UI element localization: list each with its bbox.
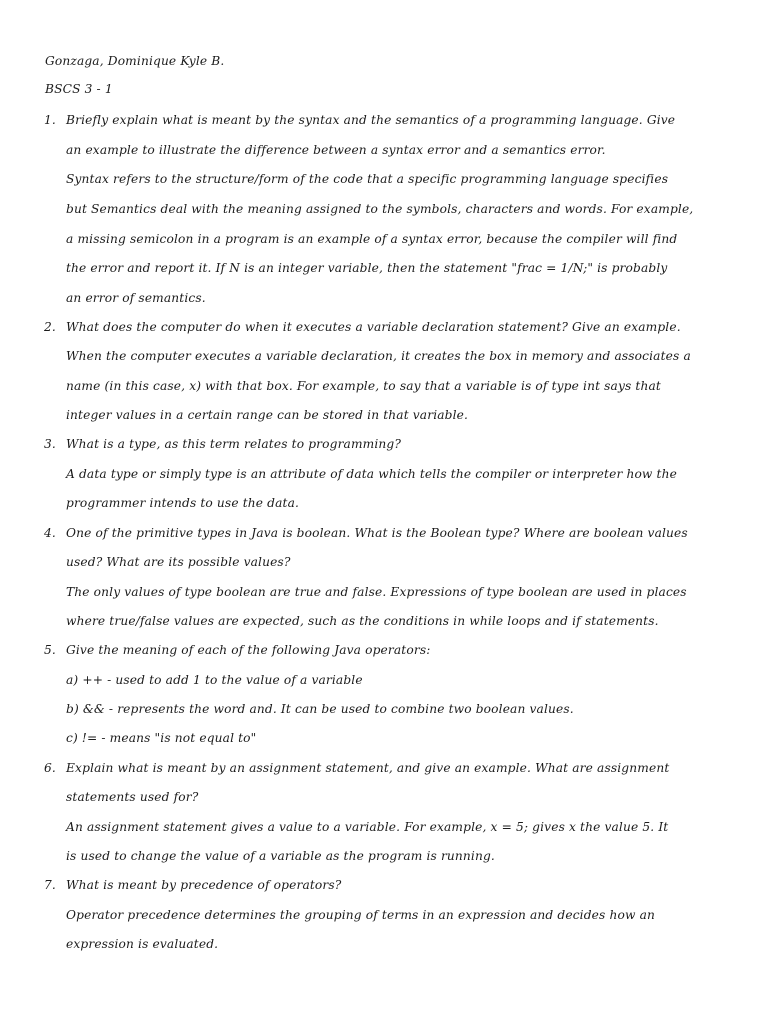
answer-line: expression is evaluated.: [66, 937, 219, 951]
question-line: What does the computer do when it executes a variable declaration statement? Give an example.: [66, 320, 681, 334]
answer-line: When the computer executes a variable declaration, it creates the box in memory and associates a: [66, 349, 691, 363]
question-line: an example to illustrate the difference between a syntax error and a semantics error.: [66, 143, 606, 157]
answer-line: An assignment statement gives a value to a variable. For example, x = 5; gives x the value 5. It: [66, 820, 669, 834]
item-number: 4.: [44, 526, 56, 540]
item-number: 7.: [44, 878, 56, 892]
answer-line: a missing semicolon in a program is an example of a syntax error, because the compiler will find: [66, 232, 678, 246]
answer-line: but Semantics deal with the meaning assigned to the symbols, characters and words. For example,: [66, 202, 694, 216]
class-section: BSCS 3 - 1: [45, 82, 113, 96]
answer-line: The only values of type boolean are true and false. Expressions of type boolean are used in places: [66, 585, 687, 599]
item-number: 3.: [44, 437, 56, 451]
answer-line: integer values in a certain range can be stored in that variable.: [66, 408, 469, 422]
answer-line: b) && - represents the word and. It can be used to combine two boolean values.: [66, 702, 574, 716]
question-line: One of the primitive types in Java is boolean. What is the Boolean type? Where are boolean values: [66, 526, 688, 540]
answer-line: is used to change the value of a variable as the program is running.: [66, 849, 495, 863]
answer-line: A data type or simply type is an attribute of data which tells the compiler or interpreter how the: [66, 467, 677, 481]
question-line: used? What are its possible values?: [66, 555, 291, 569]
answer-line: Syntax refers to the structure/form of the code that a specific programming language specifies: [66, 172, 669, 186]
item-number: 6.: [44, 761, 56, 775]
answer-line: an error of semantics.: [66, 291, 206, 305]
answer-line: programmer intends to use the data.: [66, 496, 300, 510]
answer-line: the error and report it. If N is an integer variable, then the statement "frac = 1/N;" is probably: [66, 261, 668, 275]
question-line: statements used for?: [66, 790, 199, 804]
answer-line: Operator precedence determines the grouping of terms in an expression and decides how an: [66, 908, 655, 922]
answer-line: name (in this case, x) with that box. For example, to say that a variable is of type int says that: [66, 379, 661, 393]
item-number: 1.: [44, 113, 56, 127]
answer-line: a) ++ - used to add 1 to the value of a variable: [66, 673, 363, 687]
item-number: 2.: [44, 320, 56, 334]
question-line: What is meant by precedence of operators?: [66, 878, 342, 892]
answer-line: where true/false values are expected, such as the conditions in while loops and if statements.: [66, 614, 659, 628]
question-line: Explain what is meant by an assignment statement, and give an example. What are assignment: [66, 761, 670, 775]
answer-line: c) != - means "is not equal to": [66, 731, 257, 745]
question-line: Give the meaning of each of the following Java operators:: [66, 643, 431, 657]
student-name: Gonzaga, Dominique Kyle B.: [45, 54, 225, 68]
question-line: What is a type, as this term relates to programming?: [66, 437, 402, 451]
question-line: Briefly explain what is meant by the syntax and the semantics of a programming language. Give: [66, 113, 676, 127]
item-number: 5.: [44, 643, 56, 657]
